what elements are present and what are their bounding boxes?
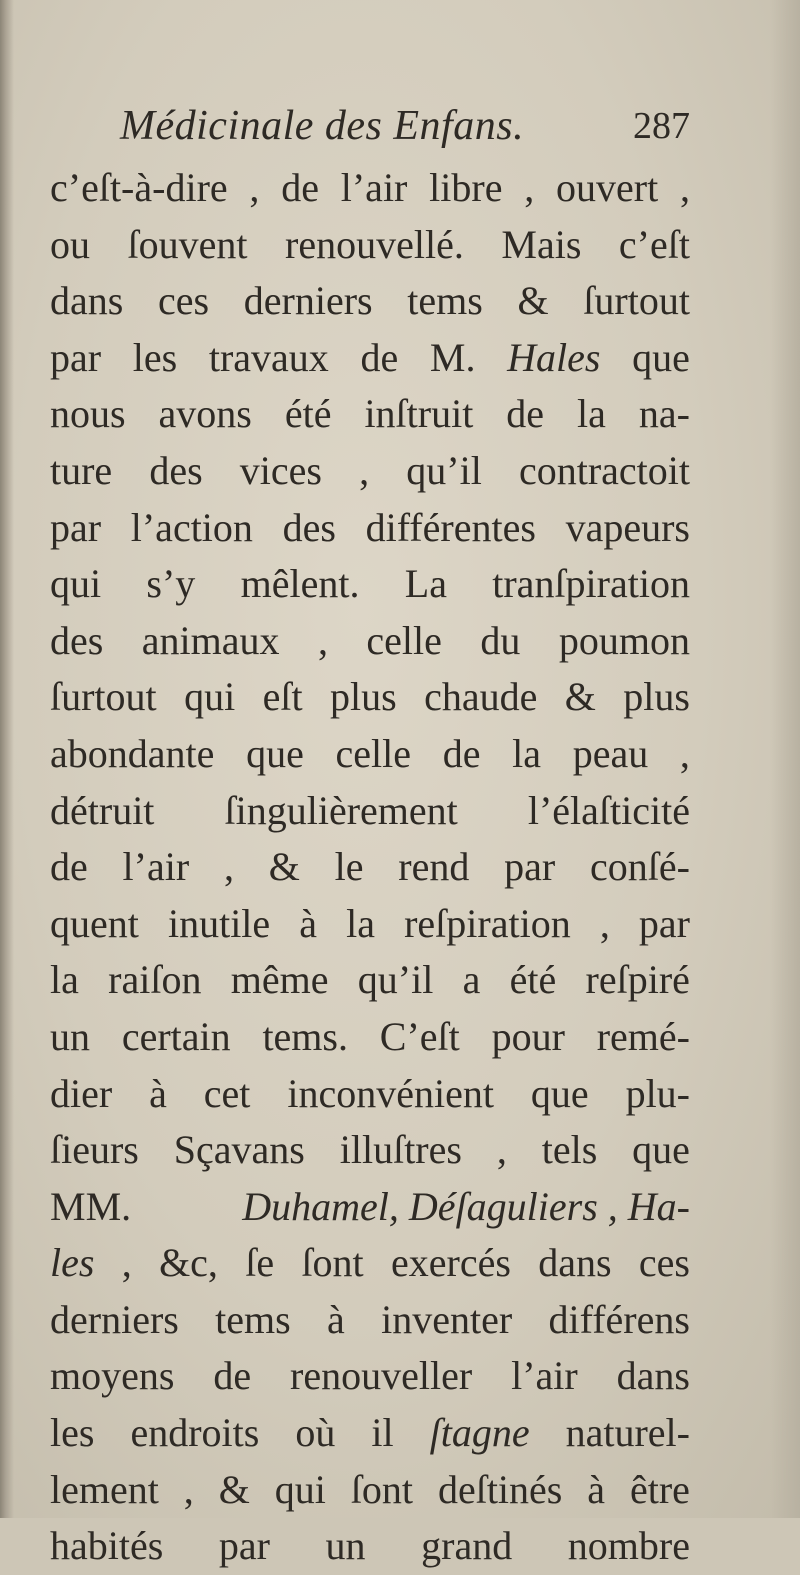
word: raiſon bbox=[108, 957, 202, 1003]
text-line bbox=[50, 1009, 690, 1066]
word: à bbox=[149, 1070, 167, 1116]
word: MM. bbox=[50, 1183, 132, 1229]
word: abondante bbox=[50, 730, 215, 776]
word: du bbox=[480, 617, 521, 663]
word: être bbox=[629, 1466, 690, 1512]
word: poumon bbox=[558, 617, 690, 663]
word: vices bbox=[239, 447, 322, 493]
word: , bbox=[249, 165, 260, 210]
word: différentes bbox=[365, 504, 536, 550]
word: la bbox=[577, 391, 606, 437]
word: & bbox=[517, 278, 549, 324]
word: où bbox=[295, 1410, 336, 1456]
word: ſouvent bbox=[127, 221, 248, 267]
word: & bbox=[564, 674, 596, 720]
page-left-edge bbox=[0, 0, 14, 1518]
word: avons bbox=[158, 391, 252, 437]
word: de bbox=[281, 165, 319, 210]
word: les bbox=[132, 334, 178, 380]
word: des bbox=[149, 447, 203, 493]
word: , bbox=[599, 900, 610, 946]
word: naturel- bbox=[565, 1410, 690, 1456]
word: même bbox=[230, 957, 329, 1003]
word: ou bbox=[50, 221, 90, 267]
word: mêlent. bbox=[240, 561, 360, 607]
word: , bbox=[680, 165, 690, 210]
text-line bbox=[50, 1122, 690, 1179]
word: , bbox=[223, 844, 234, 890]
word: tems bbox=[407, 278, 483, 324]
text-line bbox=[50, 217, 690, 274]
word: de bbox=[360, 334, 399, 380]
page-number: 287 bbox=[633, 105, 690, 147]
word: , bbox=[679, 730, 690, 776]
text-line bbox=[50, 500, 690, 557]
word: des bbox=[282, 504, 336, 550]
italic-word: Duhamel, Déſaguliers , Ha- bbox=[242, 1183, 690, 1229]
word: chaude bbox=[424, 674, 538, 720]
word: quent bbox=[50, 900, 139, 946]
word: animaux bbox=[141, 617, 280, 663]
word: que bbox=[632, 334, 690, 380]
word: inſtruit bbox=[364, 391, 474, 437]
word: que bbox=[530, 1070, 589, 1116]
word: c’eſt-à-dire bbox=[50, 165, 228, 210]
text-line bbox=[50, 330, 690, 387]
word: dans bbox=[50, 278, 124, 324]
word: lement bbox=[50, 1466, 159, 1512]
word: renouveller bbox=[290, 1353, 473, 1399]
text-line bbox=[50, 386, 690, 443]
word: plus bbox=[623, 674, 690, 720]
word: contractoit bbox=[518, 447, 690, 493]
word: le bbox=[334, 844, 364, 890]
word: nombre bbox=[567, 1523, 690, 1569]
word: ture bbox=[50, 447, 113, 493]
word: que bbox=[632, 1127, 690, 1173]
running-title: Médicinale des Enfans. bbox=[120, 103, 525, 149]
word: celle bbox=[366, 617, 442, 663]
word: plus bbox=[330, 674, 397, 720]
word: a bbox=[462, 957, 481, 1003]
word: la bbox=[50, 957, 79, 1003]
word: nous bbox=[50, 391, 126, 437]
word: par bbox=[638, 900, 690, 946]
word: peau bbox=[572, 730, 649, 776]
word: tels bbox=[541, 1127, 598, 1173]
word: que bbox=[246, 730, 304, 776]
word: à bbox=[587, 1466, 606, 1512]
word: tems bbox=[215, 1296, 291, 1342]
text-line bbox=[50, 896, 690, 953]
word: par bbox=[218, 1523, 270, 1569]
word: l’air bbox=[340, 165, 408, 210]
word: certain bbox=[121, 1013, 231, 1059]
word: ſe bbox=[245, 1240, 275, 1286]
word: derniers bbox=[50, 1296, 179, 1342]
word: Sçavans bbox=[173, 1127, 305, 1173]
italic-word: Hales bbox=[507, 334, 601, 380]
word: l’air bbox=[122, 844, 190, 890]
text-line bbox=[50, 1179, 690, 1236]
word: par bbox=[50, 504, 102, 550]
word: ſieurs bbox=[50, 1127, 139, 1173]
word: libre bbox=[429, 165, 503, 210]
word: & bbox=[218, 1466, 250, 1512]
word: plu- bbox=[625, 1070, 690, 1116]
text-line bbox=[50, 839, 690, 896]
text-line bbox=[50, 669, 690, 726]
text-line bbox=[50, 952, 690, 1009]
text-line bbox=[50, 1235, 690, 1292]
text-line bbox=[50, 273, 690, 330]
word: par bbox=[50, 334, 102, 380]
word: de bbox=[442, 730, 481, 776]
word: l’élaſticité bbox=[527, 787, 690, 833]
word: remé- bbox=[596, 1013, 690, 1059]
italic-word: ſtagne bbox=[429, 1410, 530, 1456]
text-line bbox=[50, 443, 690, 500]
word: ouvert bbox=[556, 165, 659, 210]
word: , bbox=[524, 165, 535, 210]
text-line bbox=[50, 1348, 690, 1405]
text-line bbox=[50, 1066, 690, 1123]
word: qui bbox=[274, 1466, 326, 1512]
word: cet bbox=[203, 1070, 251, 1116]
word: ſingulièrement bbox=[224, 787, 458, 833]
word: ſurtout bbox=[583, 278, 690, 324]
word: qu’il bbox=[406, 447, 482, 493]
word: derniers bbox=[243, 278, 373, 324]
word: na- bbox=[638, 391, 690, 437]
word: grand bbox=[421, 1523, 513, 1569]
word: ſont bbox=[301, 1240, 364, 1286]
word: eſt bbox=[262, 674, 303, 720]
word: endroits bbox=[130, 1410, 260, 1456]
word: La bbox=[404, 561, 447, 607]
word: , bbox=[121, 1240, 132, 1286]
text-line bbox=[50, 613, 690, 670]
word: celle bbox=[335, 730, 412, 776]
text-line bbox=[50, 1462, 690, 1519]
word: C’eſt bbox=[379, 1013, 460, 1059]
word: c’eſt bbox=[618, 221, 690, 267]
word: un bbox=[50, 1013, 90, 1059]
word: inventer bbox=[381, 1296, 513, 1342]
word: illuſtres bbox=[339, 1127, 462, 1173]
word: de bbox=[213, 1353, 252, 1399]
word: de bbox=[506, 391, 545, 437]
word: à bbox=[299, 900, 318, 946]
word: vapeurs bbox=[565, 504, 690, 550]
word: tems. bbox=[262, 1013, 348, 1059]
word: ces bbox=[638, 1240, 690, 1286]
word: M. bbox=[429, 334, 476, 380]
word: & bbox=[268, 844, 300, 890]
word: été bbox=[509, 957, 557, 1003]
word: la bbox=[512, 730, 542, 776]
word: exercés bbox=[390, 1240, 511, 1286]
page-right-edge bbox=[770, 0, 800, 1518]
word: été bbox=[284, 391, 332, 437]
text-line bbox=[50, 1518, 690, 1575]
word: reſpiration bbox=[404, 900, 571, 946]
word: reſpiré bbox=[585, 957, 690, 1003]
word: ſont bbox=[350, 1466, 414, 1512]
word: les bbox=[50, 1410, 95, 1456]
word: dans bbox=[538, 1240, 612, 1286]
word: inconvénient bbox=[287, 1070, 494, 1116]
word: des bbox=[50, 617, 104, 663]
body-text bbox=[50, 160, 690, 1575]
word: ces bbox=[158, 278, 210, 324]
text-line bbox=[50, 160, 690, 217]
word: habités bbox=[50, 1523, 164, 1569]
word: conſé- bbox=[590, 844, 690, 890]
word: différens bbox=[548, 1296, 690, 1342]
word: rend bbox=[398, 844, 470, 890]
text-line bbox=[50, 1292, 690, 1349]
word: Mais bbox=[501, 221, 582, 267]
word: qui bbox=[184, 674, 236, 720]
word: , bbox=[317, 617, 328, 663]
word: s’y bbox=[146, 561, 196, 607]
word: , bbox=[496, 1127, 507, 1173]
word: moyens bbox=[50, 1353, 175, 1399]
page-header bbox=[120, 98, 690, 154]
word: l’action bbox=[130, 504, 253, 550]
word: , bbox=[359, 447, 370, 493]
word: ſurtout bbox=[50, 674, 157, 720]
word: il bbox=[371, 1410, 394, 1456]
word: qui bbox=[50, 561, 102, 607]
text-line bbox=[50, 1405, 690, 1462]
word: la bbox=[346, 900, 376, 946]
word: pour bbox=[491, 1013, 565, 1059]
italic-word: les bbox=[50, 1240, 95, 1286]
word: par bbox=[504, 844, 556, 890]
word: , bbox=[183, 1466, 194, 1512]
word: &c, bbox=[159, 1240, 218, 1286]
word: dier bbox=[50, 1070, 113, 1116]
word: qu’il bbox=[357, 957, 434, 1003]
word: détruit bbox=[50, 787, 155, 833]
text-line bbox=[50, 556, 690, 613]
word: inutile bbox=[167, 900, 271, 946]
word: tranſpiration bbox=[492, 561, 690, 607]
word: deſtinés bbox=[437, 1466, 563, 1512]
word: l’air bbox=[511, 1353, 578, 1399]
word: dans bbox=[616, 1353, 690, 1399]
word: à bbox=[327, 1296, 345, 1342]
word: travaux bbox=[208, 334, 329, 380]
text-line bbox=[50, 726, 690, 783]
word: un bbox=[325, 1523, 366, 1569]
word: de bbox=[50, 844, 88, 890]
text-line bbox=[50, 783, 690, 840]
word: renouvellé. bbox=[285, 221, 464, 267]
